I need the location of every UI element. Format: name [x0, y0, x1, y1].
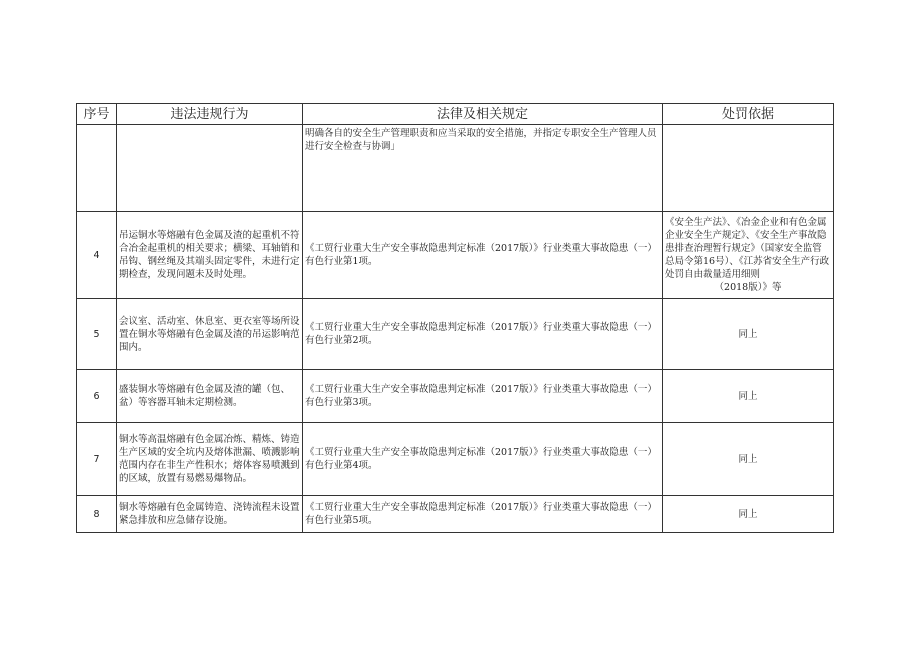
row-number: 8 — [77, 496, 117, 533]
table-row — [77, 212, 834, 299]
table-row — [77, 299, 834, 370]
row-violation: 吊运铜水等熔融有色金属及渣的起重机不符合冶金起重机的相关要求；横梁、耳轴销和吊钩、钢丝绳及其端头固定零件，未进行定期检查，发现问题未及时处理。 — [117, 212, 303, 299]
row-violation: 铜水等熔融有色金属铸造、浇铸流程未设置紧急排放和应急储存设施。 — [117, 496, 303, 533]
row-number: 5 — [77, 299, 117, 370]
header-serial-number: 序号 — [77, 104, 117, 125]
table-row — [77, 125, 834, 212]
regulation-table — [76, 103, 834, 533]
row-penalty-tail: （2018版）》等 — [714, 282, 782, 293]
row-law: 《工贸行业重大生产安全事故隐患判定标准（2017版）》行业类重大事故隐患（一）有色行业第5项。 — [303, 496, 663, 533]
row-number: 6 — [77, 370, 117, 423]
row-law: 《工贸行业重大生产安全事故隐患判定标准（2017版）》行业类重大事故隐患（一）有色行业第4项。 — [303, 423, 663, 496]
table-row — [77, 496, 834, 533]
row-violation: 铜水等高温熔融有色金属冶炼、精炼、铸造生产区域的安全坑内及熔体泄漏、喷溅影响范围内存在非生产性积水；熔体容易喷溅到的区域，放置有易燃易爆物品。 — [117, 423, 303, 496]
table-row — [77, 423, 834, 496]
row-penalty: 同上 — [663, 299, 834, 370]
row-law: 明确各自的安全生产管理职责和应当采取的安全措施，并指定专职安全生产管理人员进行安全检查与协调」 — [303, 125, 663, 212]
row-law: 《工贸行业重大生产安全事故隐患判定标准（2017版）》行业类重大事故隐患（一）有色行业第2项。 — [303, 299, 663, 370]
row-penalty: 同上 — [663, 496, 834, 533]
row-penalty: 同上 — [663, 370, 834, 423]
table-header-row — [77, 104, 834, 125]
header-violation: 违法违规行为 — [117, 104, 303, 125]
row-number: 7 — [77, 423, 117, 496]
row-violation: 会议室、活动室、休息室、更衣室等场所设置在铜水等熔融有色金属及渣的吊运影响范围内。 — [117, 299, 303, 370]
row-penalty-text: 《安全生产法》、《冶金企业和有色金属企业安全生产规定》、《安全生产事故隐患排查治理暂行规定》（国家安全监管总局令第16号）、《江苏省安全生产行政处罚自由裁量适用细则 — [665, 217, 830, 280]
row-number — [77, 125, 117, 212]
row-penalty — [663, 125, 834, 212]
row-violation — [117, 125, 303, 212]
header-law: 法律及相关规定 — [303, 104, 663, 125]
header-penalty-basis: 处罚依据 — [663, 104, 834, 125]
row-law: 《工贸行业重大生产安全事故隐患判定标准（2017版）》行业类重大事故隐患（一）有色行业第1项。 — [303, 212, 663, 299]
table-row — [77, 370, 834, 423]
row-law: 《工贸行业重大生产安全事故隐患判定标准（2017版）》行业类重大事故隐患（一）有色行业第3项。 — [303, 370, 663, 423]
row-number: 4 — [77, 212, 117, 299]
row-penalty: 同上 — [663, 423, 834, 496]
row-violation: 盛装铜水等熔融有色金属及渣的罐（包、盆）等容器耳轴未定期检测。 — [117, 370, 303, 423]
row-penalty — [663, 212, 834, 299]
